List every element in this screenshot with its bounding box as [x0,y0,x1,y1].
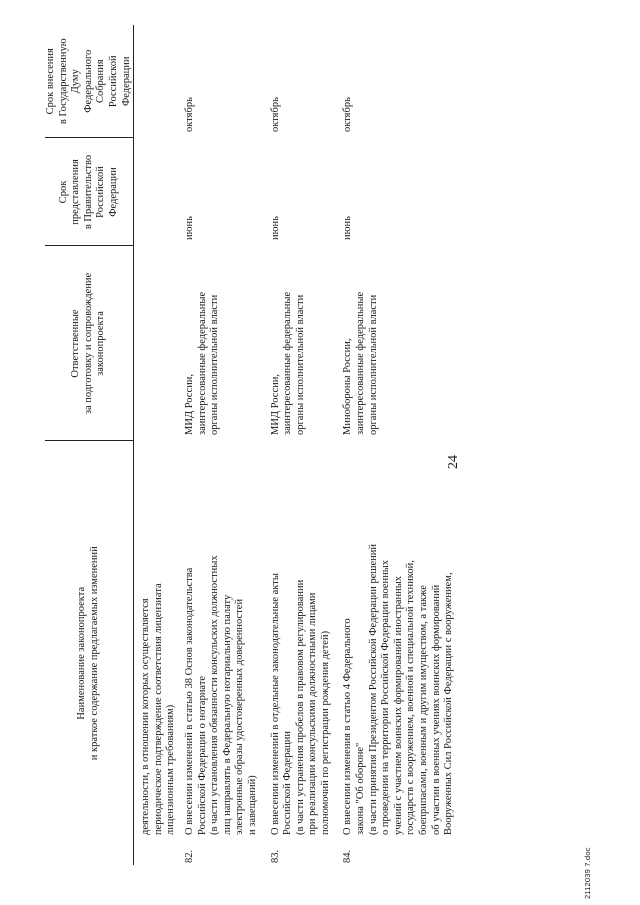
table-row [342,25,465,865]
row-number: 82. [183,849,195,863]
row-duma-deadline: октябрь [183,97,195,132]
row-gov-deadline: июнь [269,216,281,240]
header-duma-deadline: Срок внесения в Государственную Думу Федерального Собрания Российской Федерации [45,25,134,138]
row-responsible: МИД России, заинтересованные федеральные органы исполнительной власти [269,291,306,435]
row-number: 84. [342,849,354,863]
row-duma-deadline: октябрь [269,97,281,132]
footer-document-code: 2112039 7.doc [583,847,592,899]
table-row [270,25,343,865]
row-name: О внесении изменений в статью 38 Основ законодательства Российской Федерации о нотариате (в части установления обязанности консульских должностных лиц направлять в Федеральную нотариальную палату электронные образы удостоверенных доверенностей и завещаний) [183,555,258,835]
table-row [184,25,270,865]
row-gov-deadline: июнь [342,216,354,240]
continuation-text: деятельности, в отношении которых осуществляется периодическое подтверждение соответствия лицензиата лицензионным требованиям) [140,583,177,835]
row-responsible: Минобороны России, заинтересованные федеральные органы исполнительной власти [342,291,379,435]
table-row-continuation [134,25,184,865]
row-gov-deadline: июнь [183,216,195,240]
row-name: О внесении изменений в отдельные законодательные акты Российской Федерации (в части устранения пробелов в правовом регулировании при реализации консульскими должностными лицами полномочий по регистрации рождения детей) [269,573,331,835]
table-header-row [45,25,134,865]
row-number: 83. [269,849,281,863]
header-name: Наименование законопроекта и краткое содержание предлагаемых изменений [45,441,134,865]
legislation-plan-table [45,25,466,865]
row-name: О внесении изменения в статью 4 Федерального закона "Об обороне" (в части принятия Президентом Российской Федерации решений о проведении на территории Российской Федерации военных учений с участием воинских формирований иностранных государств с вооружением, военной и специальной техникой, боеприпасами, военным и другим имуществом, а также об участии в военных учениях воинских формирований Вооруженных Сил Российской Федерации с вооружением, [342,544,455,835]
row-duma-deadline: октябрь [342,97,354,132]
page-number: 24 [446,455,461,469]
row-responsible: МИД России, заинтересованные федеральные органы исполнительной власти [183,291,221,435]
header-responsible: Ответственные за подготовку и сопровождение законопроекта [45,246,134,441]
header-gov-deadline: Срок представления в Правительство Российской Федерации [45,138,134,246]
